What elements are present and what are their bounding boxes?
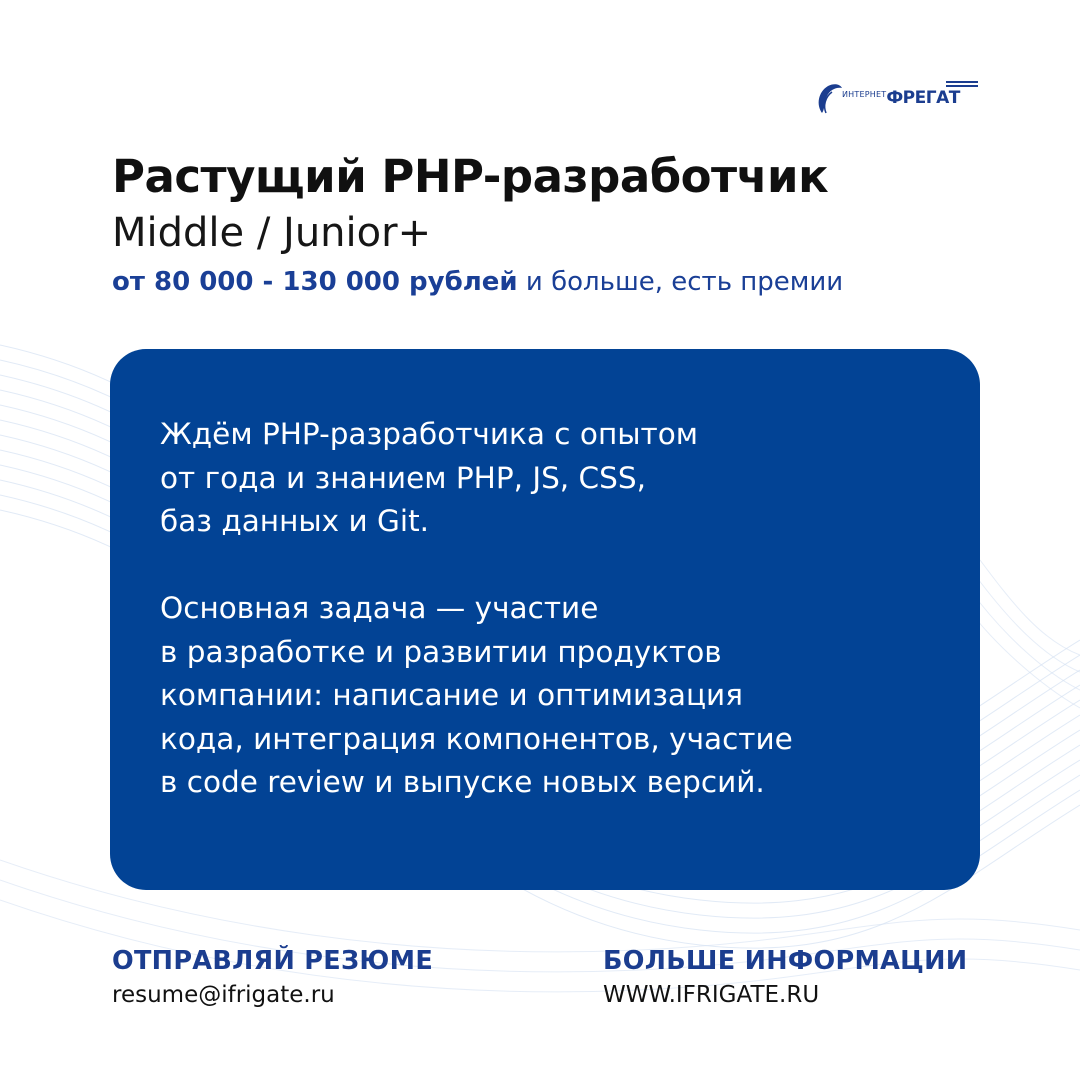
- text-line: Основная задача — участие: [160, 591, 599, 625]
- text-line: от года и знанием PHP, JS, CSS,: [160, 460, 646, 495]
- resume-heading: ОТПРАВЛЯЙ РЕЗЮМЕ: [112, 946, 434, 976]
- resume-contact: [112, 946, 433, 1008]
- text-line: кода, интеграция компонентов, участие: [160, 721, 793, 756]
- company-logo: [812, 78, 982, 118]
- text-line: баз данных и Git.: [160, 504, 430, 538]
- text-line: в разработке и развитии продуктов: [160, 634, 722, 669]
- description-card: [110, 349, 980, 890]
- text-line: компании: написание и оптимизация: [160, 678, 743, 712]
- logo-wordmark: [842, 88, 960, 108]
- resume-email[interactable]: resume@ifrigate.ru: [112, 982, 335, 1008]
- logo-big-text: ФРЕГАТ: [886, 88, 960, 108]
- logo-small-text: ИНТЕРНЕТ: [842, 90, 887, 99]
- logo-lines: [946, 81, 978, 89]
- more-info: [603, 946, 967, 1008]
- frigate-logo-icon: [812, 80, 846, 116]
- duties-paragraph: [160, 587, 793, 805]
- salary-line: [112, 267, 843, 297]
- text-line: в code review и выпуске новых версий.: [160, 765, 765, 799]
- job-level: Middle / Junior+: [112, 210, 432, 256]
- more-info-heading: БОЛЬШЕ ИНФОРМАЦИИ: [603, 946, 968, 976]
- salary-note: и больше, есть премии: [517, 267, 844, 297]
- text-line: Ждём PHP-разработчика с опытом: [160, 417, 699, 451]
- page-title: Растущий PHP-разработчик: [112, 150, 829, 203]
- requirements-paragraph: [160, 413, 698, 544]
- website-link[interactable]: WWW.IFRIGATE.RU: [603, 982, 820, 1008]
- salary-range: от 80 000 - 130 000 рублей: [112, 267, 518, 297]
